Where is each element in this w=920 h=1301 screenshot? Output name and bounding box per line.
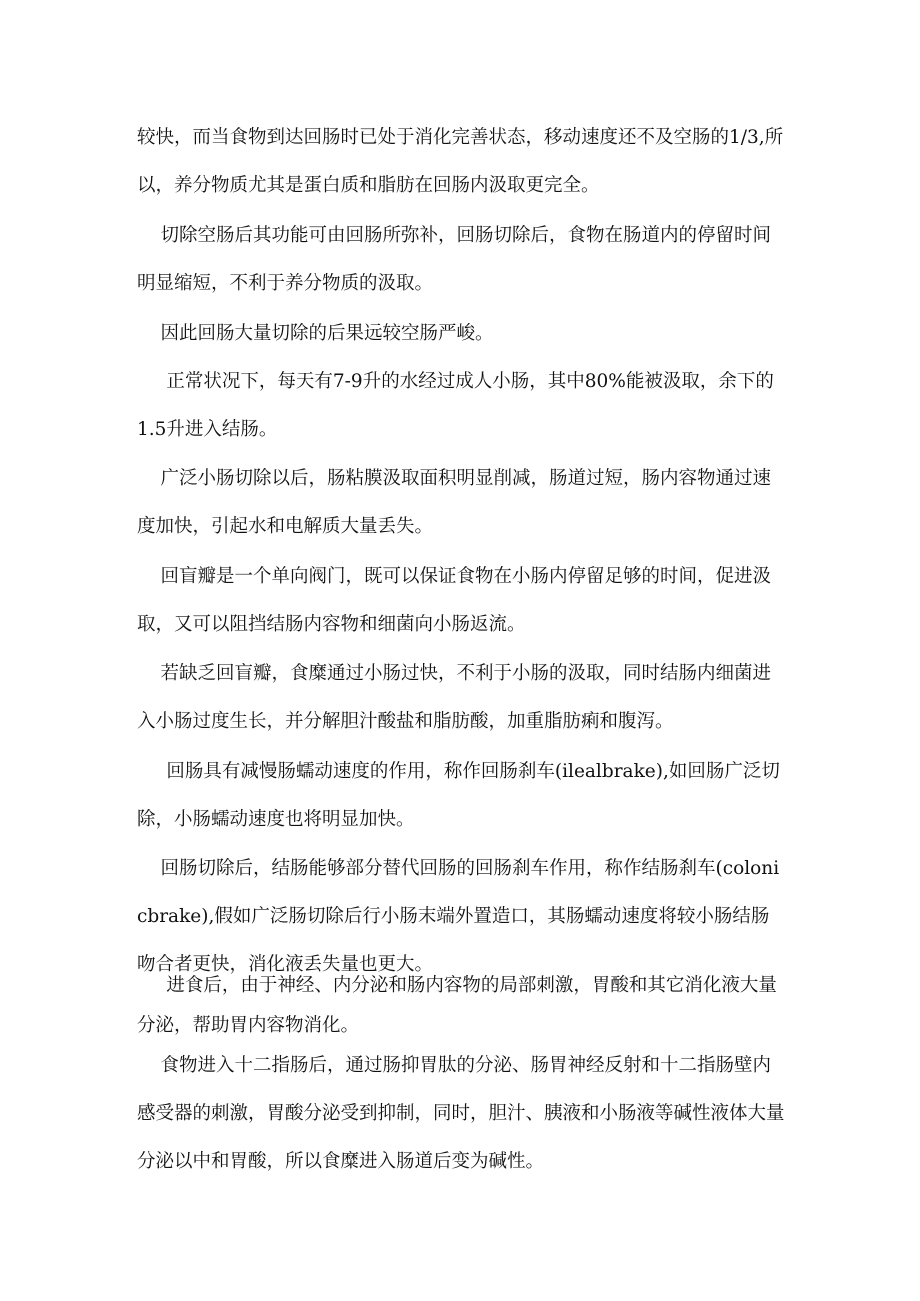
paragraph-4: 正常状况下，每天有7-9升的水经过成人小肠，其中80%能被汲取，余下的1.5升进入结肠。	[137, 371, 774, 440]
paragraph-5: 广泛小肠切除以后，肠粘膜汲取面积明显削减，肠道过短，肠内容物通过速度加快，引起水和电解质大量丢失。	[137, 468, 772, 537]
paragraph-3: 因此回肠大量切除的后果远较空肠严峻。	[137, 323, 494, 344]
paragraph-10: 进食后，由于神经、内分泌和肠内容物的局部刺激，胃酸和其它消化液大量分泌，帮助胃内容物消化。	[137, 975, 777, 1036]
paragraph-9: 回肠切除后，结肠能够部分替代回肠的回肠刹车作用，称作结肠刹车(colonicbrake),假如广泛肠切除后行小肠末端外置造口，其肠蠕动速度将较小肠结肠吻合者更快，消化液丢失量也更大。	[137, 858, 780, 975]
paragraph-7: 若缺乏回盲瓣，食糜通过小肠过快，不利于小肠的汲取，同时结肠内细菌进入小肠过度生长，并分解胆汁酸盐和脂肪酸，加重脂肪痢和腹泻。	[137, 663, 772, 732]
paragraph-8: 回肠具有减慢肠蠕动速度的作用，称作回肠刹车(ilealbrake),如回肠广泛切除，小肠蠕动速度也将明显加快。	[137, 761, 780, 830]
paragraph-6: 回盲瓣是一个单向阀门，既可以保证食物在小肠内停留足够的时间，促进汲取，又可以阻挡结肠内容物和细菌向小肠返流。	[137, 566, 772, 635]
paragraph-1: 较快，而当食物到达回肠时已处于消化完善状态，移动速度还不及空肠的1/3,所以，养分物质尤其是蛋白质和脂肪在回肠内汲取更完全。	[137, 127, 784, 196]
paragraph-2: 切除空肠后其功能可由回肠所弥补，回肠切除后，食物在肠道内的停留时间明显缩短，不利于养分物质的汲取。	[137, 225, 772, 294]
paragraph-11: 食物进入十二指肠后，通过肠抑胃肽的分泌、肠胃神经反射和十二指肠壁内感受器的刺激，胃酸分泌受到抑制，同时，胆汁、胰液和小肠液等碱性液体大量分泌以中和胃酸，所以食糜进入肠道后变为碱性。	[137, 1055, 785, 1172]
